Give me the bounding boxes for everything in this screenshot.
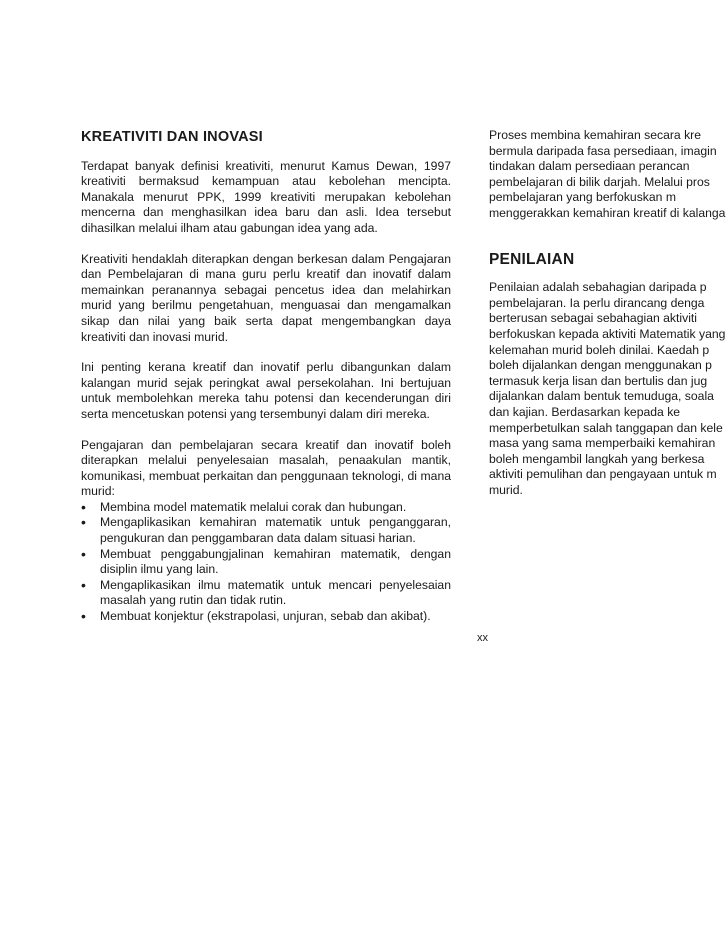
bullet-icon: • (81, 498, 86, 515)
text-line: tindakan dalam persediaan perancan (489, 159, 690, 174)
text-line: berfokuskan kepada aktiviti Matematik yang (489, 326, 726, 341)
text-line: aktiviti pemulihan dan pengayaan untuk m (489, 467, 717, 482)
bullet-list (81, 500, 451, 625)
list-item: • Membuat konjektur (ekstrapolasi, unjuran, sebab dan akibat). (81, 608, 431, 625)
text-line: boleh dijalankan dengan menggunakan p (489, 358, 712, 373)
text-line: bermula daripada fasa persediaan, imagin (489, 143, 717, 158)
bullet-icon: • (81, 545, 86, 562)
paragraph: Terdapat banyak definisi kreativiti, menurut Kamus Dewan, 1997 kreativiti bermaksud kemampuan atau kebolehan mencipta. Manakala menurut PPK, 1999 kreativiti merupakan kebolehan mencerna dan menghasilkan idea baru dan asli. Idea tersebut dihasilkan melalui ilham atau gabungan idea yang ada. (81, 158, 451, 235)
text-line: boleh mengambil langkah yang berkesa (489, 451, 705, 466)
text-line: berterusan sebagai sebahagian aktiviti (489, 311, 698, 326)
text-line: murid. (489, 482, 523, 497)
list-item: • Mengaplikasikan ilmu matematik untuk mencari penyelesaian masalah yang rutin dan tidak rutin. (81, 576, 451, 608)
text-line: memperbetulkan salah tanggapan dan kele (489, 420, 723, 435)
text-line: pembelajaran di bilik darjah. Melalui pros (489, 174, 710, 189)
section-heading-penilaian: PENILAIAN (489, 250, 575, 268)
text-line: pembelajaran. Ia perlu dirancang denga (489, 295, 705, 310)
paragraph-proses (489, 128, 728, 222)
left-column (81, 128, 451, 625)
section-heading-kreativiti: KREATIVITI DAN INOVASI (81, 129, 263, 145)
text-line: dan kajian. Berdasarkan kepada ke (489, 404, 681, 419)
paragraph-penilaian (489, 280, 728, 498)
list-item: • Mengaplikasikan kemahiran matematik untuk penganggaran, pengukuran dan penggambaran data dalam situasi harian. (81, 514, 451, 546)
text-line: Penilaian adalah sebahagian daripada p (489, 280, 707, 295)
text-line: kelemahan murid boleh dinilai. Kaedah p (489, 342, 710, 357)
paragraph: Ini penting kerana kreatif dan inovatif perlu dibangunkan dalam kalangan murid sejak peringkat awal persekolahan. Ini bertujuan untuk membolehkan mereka tahu potensi dan kecenderungan diri serta mencetuskan potensi yang tersembunyi dalam diri mereka. (81, 360, 451, 421)
list-item: • Membuat penggabungjalinan kemahiran matematik, dengan disiplin ilmu yang lain. (81, 545, 451, 577)
right-column (489, 128, 728, 498)
list-item: • Membina model matematik melalui corak dan hubungan. (81, 498, 407, 515)
bullet-icon: • (81, 608, 86, 625)
paragraph: Kreativiti hendaklah diterapkan dengan berkesan dalam Pengajaran dan Pembelajaran di mana guru perlu kreatif dan inovatif dalam memainkan peranannya sebagai pencetus idea dan melahirkan murid yang berilmu pengetahuan, menguasai dan mengamalkan sikap dan nilai yang baik serta dapat mengembangkan daya kreativiti dan inovasi murid. (81, 251, 451, 344)
bullet-icon: • (81, 514, 86, 531)
text-line: dijalankan dalam bentuk temuduga, soala (489, 389, 714, 404)
text-line: menggerakkan kemahiran kreatif di kalanga (489, 205, 726, 220)
page-number: xx (477, 632, 488, 644)
text-line: pembelajaran yang berfokuskan m (489, 190, 676, 205)
bullet-icon: • (81, 576, 86, 593)
text-line: Proses membina kemahiran secara kre (489, 128, 702, 142)
text-line: masa yang sama memperbaiki kemahiran (489, 436, 716, 451)
text-line: termasuk kerja lisan dan bertulis dan jug (489, 373, 708, 388)
paragraph: Pengajaran dan pembelajaran secara kreatif dan inovatif boleh diterapkan melalui penyelesaian masalah, penaakulan mantik, komunikasi, membuat perkaitan dan penggunaan teknologi, di mana murid: (81, 437, 451, 499)
